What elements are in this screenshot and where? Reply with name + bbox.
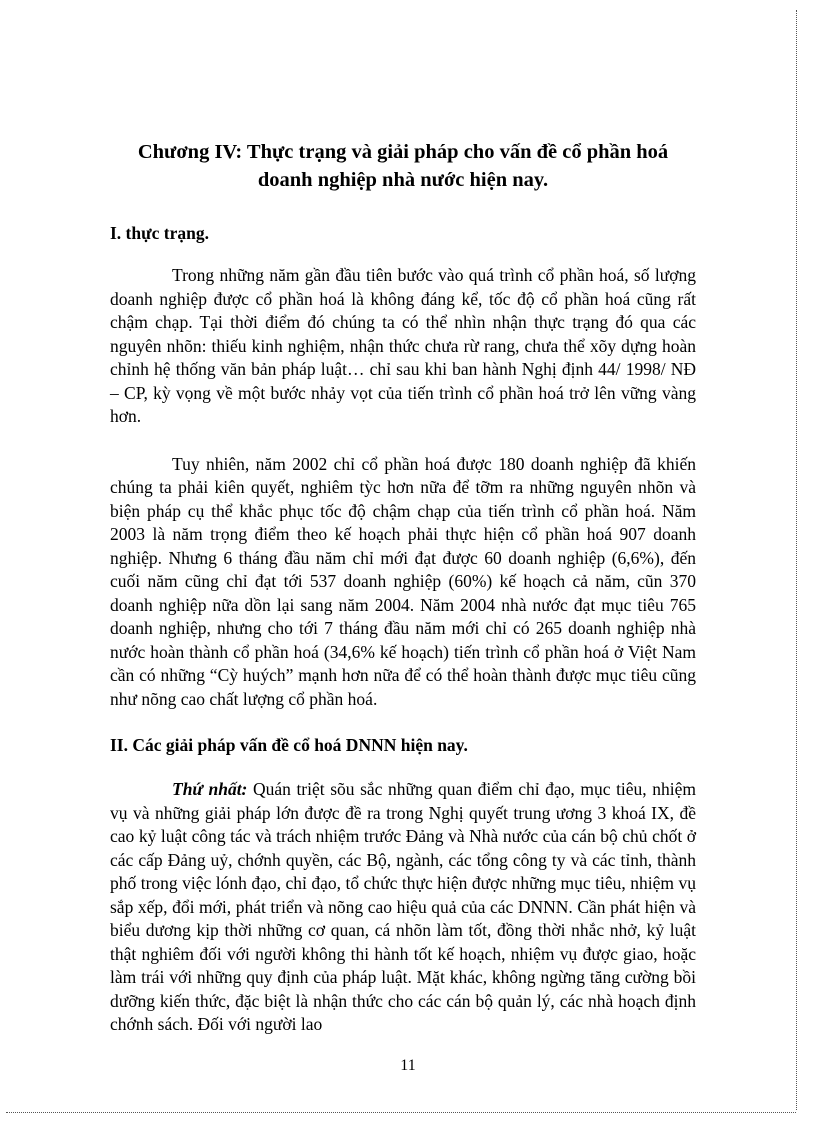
paragraph-progress-figures: Tuy nhiên, năm 2002 chỉ cổ phần hoá được 180 doanh nghiệp đã khiến chúng ta phải kiên quyết, nghiêm tỳc hơn nữa để tỡm ra những nguyên nhõn và biện pháp cụ thể khắc phục tốc độ chậm chạp của tiến trình cổ phần hoá. Năm 2003 là năm trọng điểm theo kế hoạch phải thực hiện cổ phần hoá 907 doanh nghiệp. Nhưng 6 tháng đầu năm chỉ mới đạt được 60 doanh nghiệp (6,6%), đến cuối năm cũng chỉ đạt tới 537 doanh nghiệp (60%) kế hoạch cả năm, cũn 370 doanh nghiệp nữa dồn lại sang năm 2004. Năm 2004 nhà nước đạt mục tiêu 765 doanh nghiệp, nhưng cho tới 7 tháng đầu năm mới chỉ có 265 doanh nghiệp nhà nước hoàn thành cổ phần hoá (34,6% kế hoạch) tiến trình cổ phần hoá ở Việt Nam cần có những “Cỳ huých” mạnh hơn nữa để có thể hoàn thành được mục tiêu cũng như nõng cao chất lượng cổ phần hoá. [110,453,696,709]
paragraph-first-solution [110,778,696,1037]
page-content [110,138,696,1037]
first-solution-text: Quán triệt sõu sắc những quan điểm chỉ đạo, mục tiêu, nhiệm vụ và những giải pháp lớn được đề ra trong Nghị quyết trung ương 3 khoá IX, đề cao kỷ luật công tác và trách nhiệm trước Đảng và Nhà nước của cán bộ chủ chốt ở các cấp Đảng uỷ, chớnh quyền, các Bộ, ngành, các tổng công ty và các tỉnh, thành phố trong việc lónh đạo, chỉ đạo, tổ chức thực hiện được những mục tiêu, nhiệm vụ sắp xếp, đổi mới, phát triển và nõng cao hiệu quả của các DNNN. Cần phát hiện và biểu dương kịp thời những cơ quan, cá nhõn làm tốt, đồng thời nhắc nhở, kỷ luật thật nghiêm đối với người không thi hành tốt kế hoạch, nhiệm vụ được giao, hoặc làm trái với những quy định của pháp luật. Mặt khác, không ngừng tăng cường bồi dưỡng kiến thức, đặc biệt là nhận thức cho các cán bộ quản lý, các nhà hoạch định chớnh sách. Đối với người lao [110,779,697,1034]
paragraph-early-stage: Trong những năm gần đầu tiên bước vào quá trình cổ phần hoá, số lượng doanh nghiệp được cổ phần hoá là không đáng kể, tốc độ cổ phần hoá cũng rất chậm chạp. Tại thời điểm đó chúng ta có thể nhìn nhận thực trạng đó qua các nguyên nhõn: thiếu kinh nghiệm, nhận thức chưa rừ rang, chưa thể xõy dựng hoàn chỉnh hệ thống văn bản pháp luật… chỉ sau khi ban hành Nghị định 44/ 1998/ NĐ – CP, kỳ vọng về một bước nhảy vọt của tiến trình cổ phần hoá trở lên vững vàng hơn. [110,265,696,426]
chapter-title: Chương IV: Thực trạng và giải pháp cho vấn đề cổ phần hoá doanh nghiệp nhà nước hiện nay. [137,141,669,191]
page-number: 11 [400,1057,416,1074]
first-solution-lead-in: Thứ nhất: [172,779,248,799]
page-border-bottom [6,1112,796,1113]
page-border-right [796,10,797,1110]
section-heading-solutions: II. Các giải pháp vấn đề cổ hoá DNNN hiện nay. [110,735,468,755]
section-heading-current-status: I. thực trạng. [110,223,209,243]
